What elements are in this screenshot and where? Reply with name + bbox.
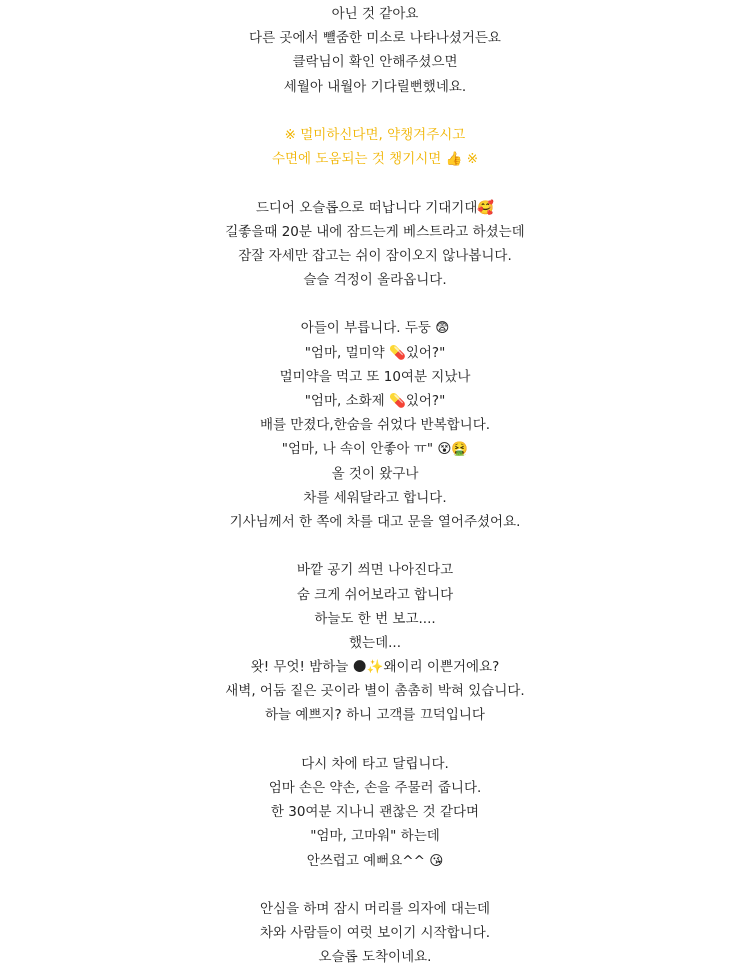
text-line: 하늘 예쁘지? 하니 고객를 끄덕입니다 [265,707,485,724]
paragraph [0,558,750,727]
text-line: 다른 곳에서 뺼줌한 미소로 나타나셨거든요 [249,30,501,47]
text-line: 차와 사람들이 여럿 보이기 시작합니다. [259,925,491,942]
paragraph-gap [0,171,750,195]
paragraph-gap [0,534,750,558]
text-line: 숨 크게 쉬어보라고 합니다 [296,586,454,603]
text-line: 잠잘 자세만 잡고는 쉬이 잠이오지 않나봅니다. [238,247,512,264]
text-line: 안심을 하며 잠시 머리를 의자에 대는데 [259,900,491,917]
text-line: 다시 차에 타고 달립니다. [301,755,449,772]
paragraph [0,196,750,293]
text-line: 오슬롭 도착이네요. [318,949,432,966]
text-line: 올 것이 왔구나 [331,465,419,482]
text-line: 클락님이 확인 안해주셨으면 [292,54,458,71]
paragraph [0,752,750,873]
text-line: "엄마, 소화제 💊있어?" [304,393,446,409]
text-line: 아닌 것 같아요 [331,6,419,22]
text-line: 왓! 무엇! 밤하늘 🌑✨왜이리 이쁜거에요? [250,659,500,676]
text-line: 하늘도 한 번 보고.... [314,610,436,627]
text-line: 기사님께서 한 쪽에 차를 대고 문을 열어주셨어요. [229,513,521,530]
text-line: 차를 세워달라고 합니다. [303,489,447,506]
highlight-text-line: ※ 멀미하신다면, 약챙겨주시고 [284,126,466,143]
text-line: 했는데... [349,634,401,651]
text-line: 드디어 오슬롭으로 떠납니다 기대기대🥰 [255,199,495,216]
text-line: 한 30여분 지나니 괜찮은 것 같다며 [270,804,480,821]
paragraph-gap [0,873,750,897]
paragraph-gap [0,292,750,316]
text-line: 슬슬 걱정이 올라옵니다. [303,272,447,289]
highlight-text-line: 수면에 도움되는 것 챙기시면 👍 ※ [271,151,479,168]
text-line: 멀미약을 먹고 또 10여분 지났나 [279,368,471,385]
text-line: "엄마, 멀미약 💊있어?" [304,344,446,361]
text-line: 안쓰럽고 예뻐요^^ 😘 [306,852,444,869]
text-line: 바깥 공기 씌면 나아진다고 [296,562,454,579]
text-line: "엄마, 나 속이 안좋아 ㅠ" 😵🤮 [281,441,469,458]
highlight-paragraph [0,123,750,171]
text-line: 아들이 부릅니다. 두둥 😨 [300,320,450,337]
text-line: 엄마 손은 약손, 손을 주물러 줍니다. [268,780,482,796]
text-line: 배를 만졌다,한숨을 쉬었다 반복합니다. [259,417,491,434]
paragraph [0,2,750,99]
text-line: 세월아 내월아 기다릴뻔했네요. [283,78,467,95]
paragraph [0,897,750,970]
paragraph [0,316,750,534]
paragraph-gap [0,728,750,752]
paragraph-gap [0,99,750,123]
text-line: 새벽, 어둠 짙은 곳이라 별이 촘촘히 박혀 있습니다. [225,683,525,700]
text-line: 길좋을때 20분 내에 잠드는게 베스트라고 하셨는데 [225,223,525,240]
text-line: "엄마, 고마워" 하는데 [310,828,440,845]
